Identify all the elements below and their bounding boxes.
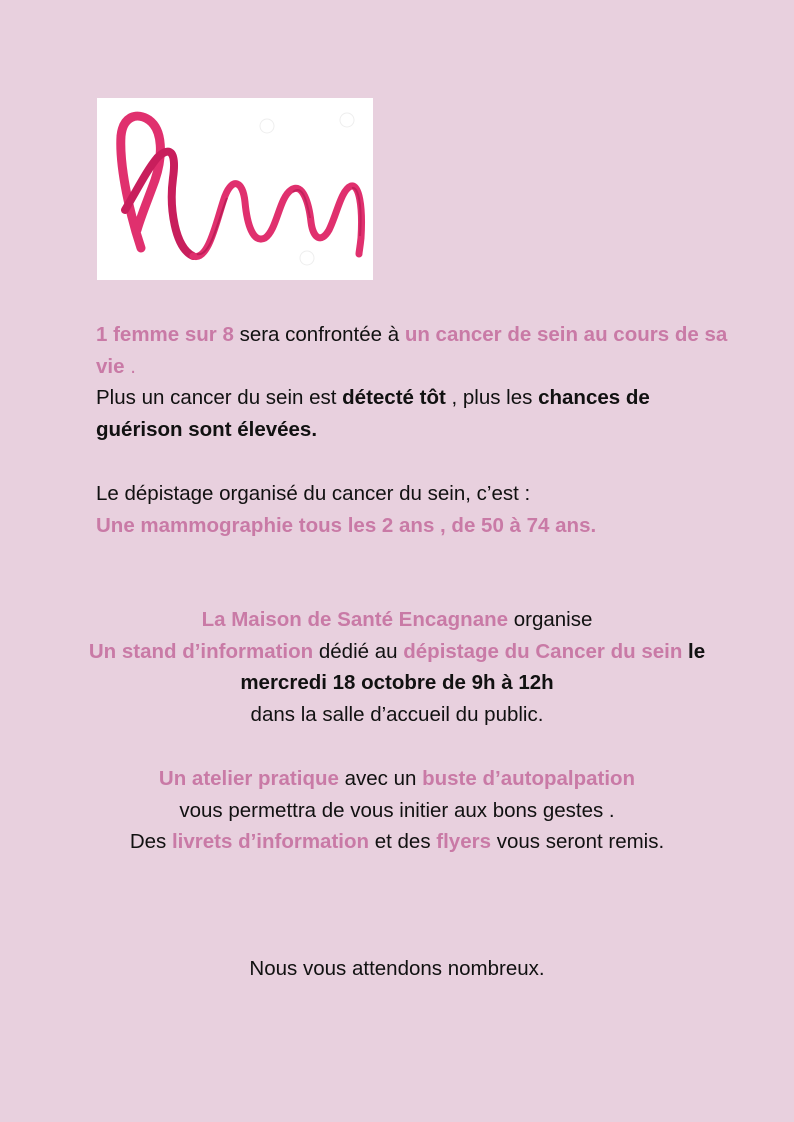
booklets-text: livrets d’information (171, 830, 370, 854)
screening-topic: dépistage du Cancer du sein (403, 639, 683, 663)
healing-chances: chances de guérison sont élevées. (96, 386, 656, 441)
mammography-text: Une mammographie tous les 2 ans , de 50 à 74 ans. (96, 513, 597, 537)
event-location: dans la salle d’accueil du public. (250, 702, 544, 726)
bust-text: buste d’autopalpation (422, 767, 636, 790)
workshop-paragraph: Un atelier pratique avec un buste d’autopalpation vous permettra de vous initier aux bons gestes . Des livrets d’information et des flyers vous seront remis. (129, 767, 665, 854)
stat-text: 1 femme sur 8 (96, 323, 234, 346)
ribbon-image (97, 98, 373, 280)
closing-text: Nous vous attendons nombreux. (249, 957, 545, 980)
organizer-name: La Maison de Santé Encagnane (201, 608, 509, 631)
pink-ribbon-icon (97, 98, 373, 280)
event-date: le mercredi 18 octobre de 9h à 12h (240, 639, 711, 695)
screening-paragraph: Le dépistage organisé du cancer du sein, c’est : Une mammographie tous les 2 ans , de 50 à 74 ans. (96, 482, 597, 537)
detected-early: détecté tôt (342, 386, 446, 410)
cancer-highlight: un cancer de sein au cours de sa vie (96, 323, 733, 378)
intro-paragraph: 1 femme sur 8 sera confrontée à un cancer de sein au cours de sa vie . Plus un cancer du sein est détecté tôt , plus les chances de guérison sont élevées. (96, 323, 733, 441)
stand-text: Un stand d’information (88, 639, 314, 663)
event-paragraph: La Maison de Santé Encagnane organise Un stand d’information dédié au dépistage du Cancer du sein le mercredi 18 octobre de 9h à 12h dans la salle d’accueil du public. (88, 608, 711, 726)
flyers-text: flyers (436, 830, 491, 854)
workshop-text: Un atelier pratique (158, 767, 339, 790)
